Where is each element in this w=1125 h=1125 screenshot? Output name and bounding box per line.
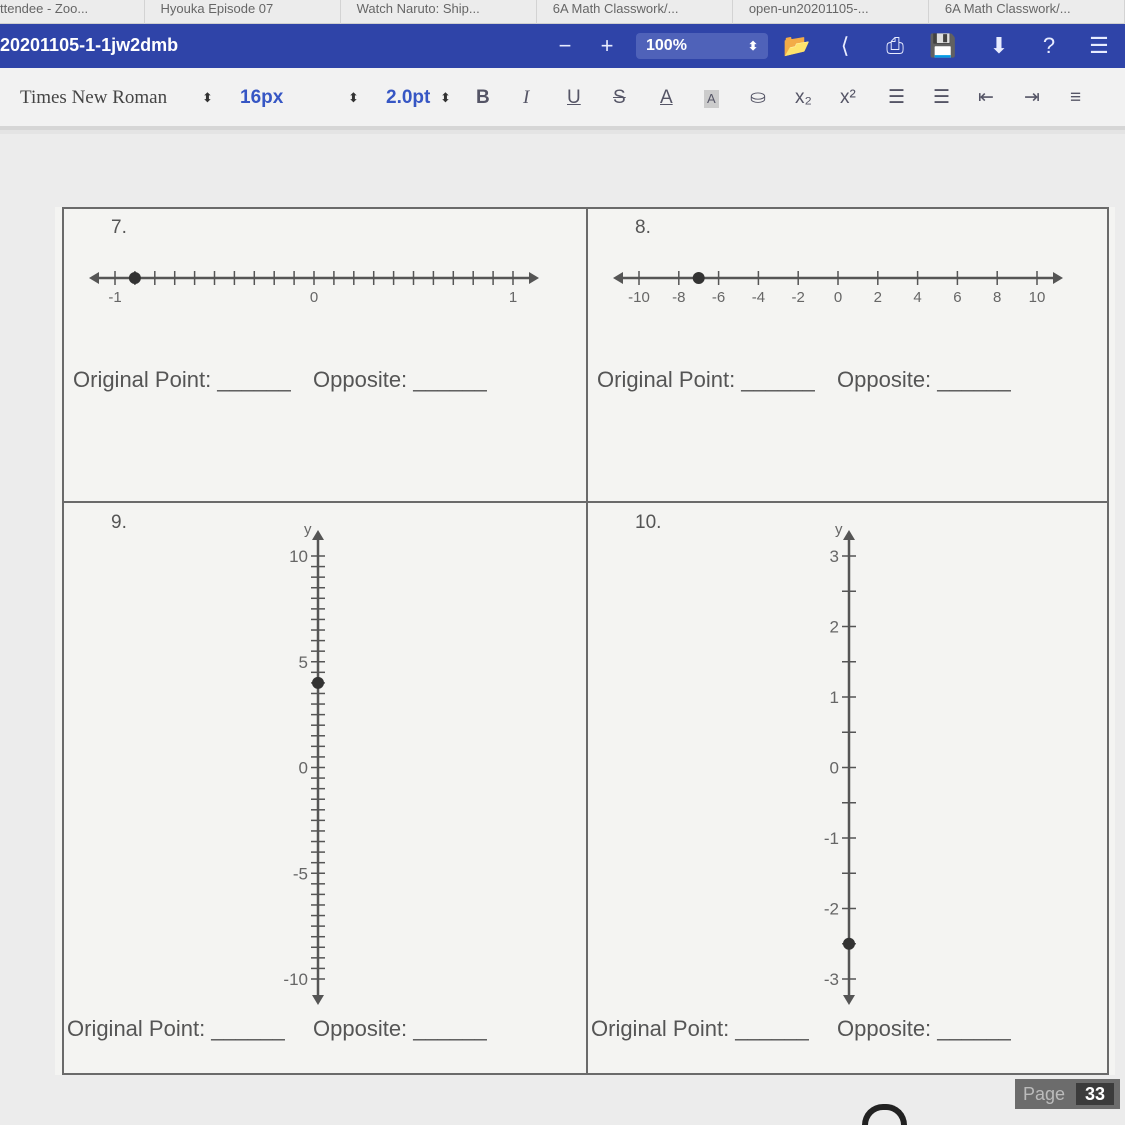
tick-label: 10 (289, 547, 308, 566)
tick-label: -8 (672, 289, 686, 306)
original-point-label: Original Point: ______ (73, 367, 291, 392)
page-label: Page (1023, 1084, 1066, 1104)
browser-tab[interactable]: Watch Naruto: Ship... (341, 0, 537, 24)
tick-label: 6 (953, 289, 962, 306)
ordered-list-icon[interactable]: ☰ (888, 87, 906, 108)
formatting-toolbar (0, 68, 1125, 130)
mouse-cursor-icon (862, 1104, 907, 1125)
browser-tab[interactable]: Hyouka Episode 07 (145, 0, 341, 24)
zoom-value: 100% (646, 37, 687, 54)
document-title: 20201105-1-1jw2dmb (0, 35, 179, 55)
unordered-list-icon[interactable]: ☰ (933, 87, 951, 108)
tick-label: 2 (873, 289, 882, 306)
plotted-point (693, 272, 705, 284)
chevron-updown-icon[interactable]: ⬍ (348, 90, 359, 105)
arrow-left-icon (89, 272, 99, 284)
tick-label: 0 (298, 758, 308, 778)
original-point-label: Original Point: ______ (591, 1016, 809, 1041)
arrow-up-icon (843, 530, 855, 540)
download-icon[interactable]: ⬇ (989, 33, 1009, 58)
arrow-down-icon (312, 995, 324, 1005)
grid-lines (63, 208, 1108, 1074)
text-color-icon[interactable]: A (660, 87, 673, 108)
align-icon[interactable]: ≡ (1070, 87, 1082, 108)
outdent-icon[interactable]: ⇤ (978, 87, 994, 108)
tick-label: 8 (993, 289, 1002, 306)
tick-label: -2 (791, 289, 805, 306)
tick-label: -10 (628, 289, 650, 306)
original-point-label: Original Point: ______ (67, 1016, 285, 1041)
strikethrough-icon[interactable]: S (613, 87, 626, 108)
page-indicator (1015, 1079, 1120, 1109)
axis-label: y (304, 521, 312, 538)
zoom-out-button[interactable]: − (558, 33, 572, 58)
tick-label: -1 (823, 829, 839, 848)
axis-label: y (835, 521, 843, 538)
problem-number: 7. (111, 217, 127, 238)
document-canvas[interactable] (0, 134, 1125, 1125)
italic-icon[interactable]: I (523, 87, 530, 108)
arrow-right-icon (529, 272, 539, 284)
browser-tab[interactable]: ttendee - Zoo... (0, 0, 145, 24)
browser-tab-bar (0, 0, 1125, 24)
tick-label: 10 (1028, 289, 1046, 306)
save-icon[interactable]: 💾 (929, 33, 957, 58)
font-family-select[interactable]: Times New Roman (20, 87, 168, 108)
superscript-icon[interactable]: x² (840, 87, 856, 108)
browser-tab[interactable]: 6A Math Classwork/... (537, 0, 733, 24)
arrow-up-icon (312, 530, 324, 540)
bold-icon[interactable]: B (476, 87, 490, 108)
browser-tab[interactable]: open-un20201105-... (733, 0, 929, 24)
subscript-icon[interactable]: x₂ (795, 87, 812, 108)
problem-number: 10. (635, 512, 662, 533)
help-icon[interactable]: ? (1042, 33, 1056, 58)
opposite-label: Opposite: ______ (313, 1016, 487, 1041)
opposite-label: Opposite: ______ (837, 367, 1011, 392)
share-icon[interactable]: ⟨ (840, 33, 850, 58)
opposite-label: Opposite: ______ (313, 367, 487, 392)
plotted-point (312, 677, 324, 689)
tick-label: -5 (292, 864, 308, 884)
document-title-bar (0, 24, 1125, 68)
arrow-down-icon (843, 995, 855, 1005)
tick-label: 1 (829, 688, 839, 707)
opposite-label: Opposite: ______ (837, 1016, 1011, 1041)
highlight-icon[interactable]: A (704, 90, 719, 108)
arrow-left-icon (613, 272, 623, 284)
plotted-point (843, 938, 855, 950)
fill-icon[interactable]: ⛀ (750, 87, 766, 108)
worksheet (55, 207, 1115, 1075)
tick-label: -6 (711, 289, 726, 306)
worksheet-drawing (55, 207, 1115, 1075)
page-number: 33 (1076, 1083, 1114, 1105)
tick-label: 0 (833, 289, 843, 306)
tick-label: 0 (309, 289, 319, 306)
chevron-updown-icon[interactable]: ⬍ (202, 90, 213, 105)
arrow-right-icon (1053, 272, 1063, 284)
original-point-label: Original Point: ______ (597, 367, 815, 392)
tick-label: -2 (823, 899, 839, 919)
problem-number: 9. (111, 512, 127, 533)
indent-icon[interactable]: ⇥ (1024, 87, 1040, 108)
plotted-point (129, 272, 141, 284)
problem-number: 8. (635, 217, 651, 238)
tick-label: 1 (508, 289, 518, 306)
tick-label: -3 (823, 970, 839, 989)
menu-icon[interactable]: ☰ (1089, 33, 1109, 58)
tick-label: -10 (283, 970, 308, 989)
tick-label: -1 (108, 289, 122, 306)
zoom-in-button[interactable]: + (600, 33, 614, 58)
underline-icon[interactable]: U (567, 87, 581, 108)
tick-label: 0 (829, 758, 839, 778)
font-size-select[interactable]: 16px (240, 87, 284, 108)
browser-tab[interactable]: 6A Math Classwork/... (929, 0, 1125, 24)
chevron-updown-icon[interactable]: ⬍ (440, 90, 451, 105)
print-icon[interactable]: ⎙ (886, 33, 904, 58)
open-folder-icon[interactable]: 📂 (783, 33, 811, 58)
zoom-select[interactable] (636, 33, 768, 59)
chevron-icon: ⬍ (747, 39, 758, 53)
line-width-select[interactable]: 2.0pt (386, 87, 431, 108)
tick-label: 5 (298, 652, 308, 672)
tick-label: -4 (751, 289, 766, 306)
tick-label: 3 (829, 547, 839, 566)
tick-label: 4 (913, 289, 922, 306)
tick-label: 2 (829, 617, 839, 637)
